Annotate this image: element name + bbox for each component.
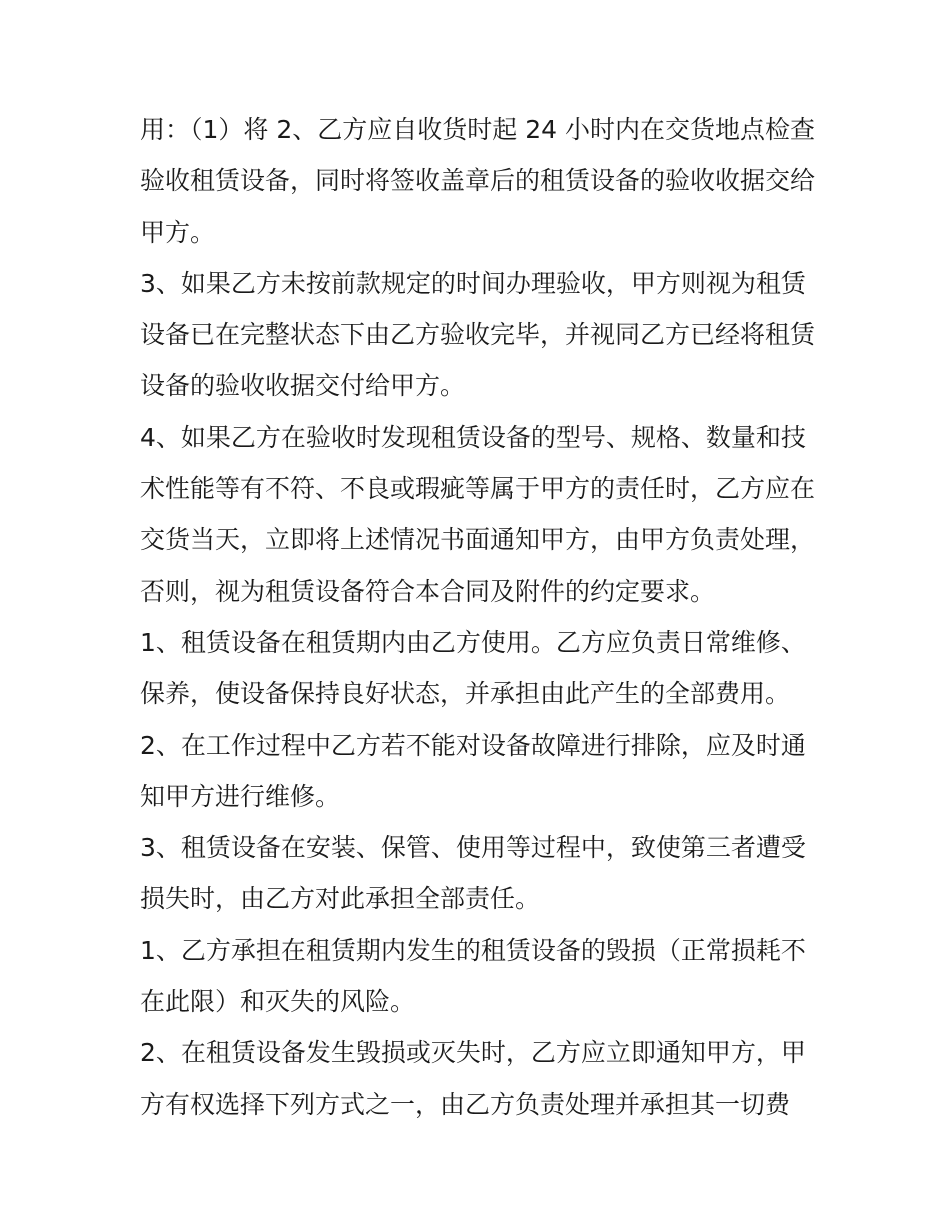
paragraph xyxy=(140,104,815,258)
text-line: 2、在租赁设备发生毁损或灭失时，乙方应立即通知甲方，甲 xyxy=(140,1038,806,1068)
text-line: 2、在工作过程中乙方若不能对设备故障进行排除，应及时通 xyxy=(140,730,806,760)
text-line: 设备已在完整状态下由乙方验收完毕，并视同乙方已经将租赁 xyxy=(140,320,816,350)
text-line: 用：（1）将 2、乙方应自收货时起 24 小时内在交货地点检查 xyxy=(140,115,815,144)
text-line: 3、如果乙方未按前款规定的时间办理验收，甲方则视为租赁 xyxy=(140,268,806,298)
text-line: 损失时，由乙方对此承担全部责任。 xyxy=(140,884,541,914)
text-line: 4、如果乙方在验收时发现租赁设备的型号、规格、数量和技 xyxy=(140,422,806,452)
text-line: 否则，视为租赁设备符合本合同及附件的约定要求。 xyxy=(140,576,716,606)
paragraph xyxy=(140,258,815,412)
paragraph xyxy=(140,925,815,1028)
text-line: 交货当天，立即将上述情况书面通知甲方，由甲方负责处理， xyxy=(140,525,816,555)
text-line: 1、租赁设备在租赁期内由乙方使用。乙方应负责日常维修、 xyxy=(140,627,806,657)
document-body xyxy=(140,104,815,1130)
text-line: 3、租赁设备在安装、保管、使用等过程中，致使第三者遭受 xyxy=(140,833,806,863)
paragraph xyxy=(140,822,815,925)
paragraph xyxy=(140,720,815,823)
text-line: 设备的验收收据交付给甲方。 xyxy=(140,371,466,401)
text-line: 方有权选择下列方式之一，由乙方负责处理并承担其一切费 xyxy=(140,1089,791,1119)
text-line: 验收租赁设备，同时将签收盖章后的租赁设备的验收收据交给 xyxy=(140,166,816,196)
text-line: 甲方。 xyxy=(140,217,216,247)
text-line: 1、乙方承担在租赁期内发生的租赁设备的毁损（正常损耗不 xyxy=(140,935,806,965)
text-line: 在此限）和灭失的风险。 xyxy=(140,987,416,1017)
paragraph xyxy=(140,617,815,720)
text-line: 保养，使设备保持良好状态，并承担由此产生的全部费用。 xyxy=(140,679,791,709)
paragraph xyxy=(140,412,815,617)
text-line: 知甲方进行维修。 xyxy=(140,781,341,811)
text-line: 术性能等有不符、不良或瑕疵等属于甲方的责任时，乙方应在 xyxy=(140,474,816,504)
paragraph xyxy=(140,1027,815,1130)
